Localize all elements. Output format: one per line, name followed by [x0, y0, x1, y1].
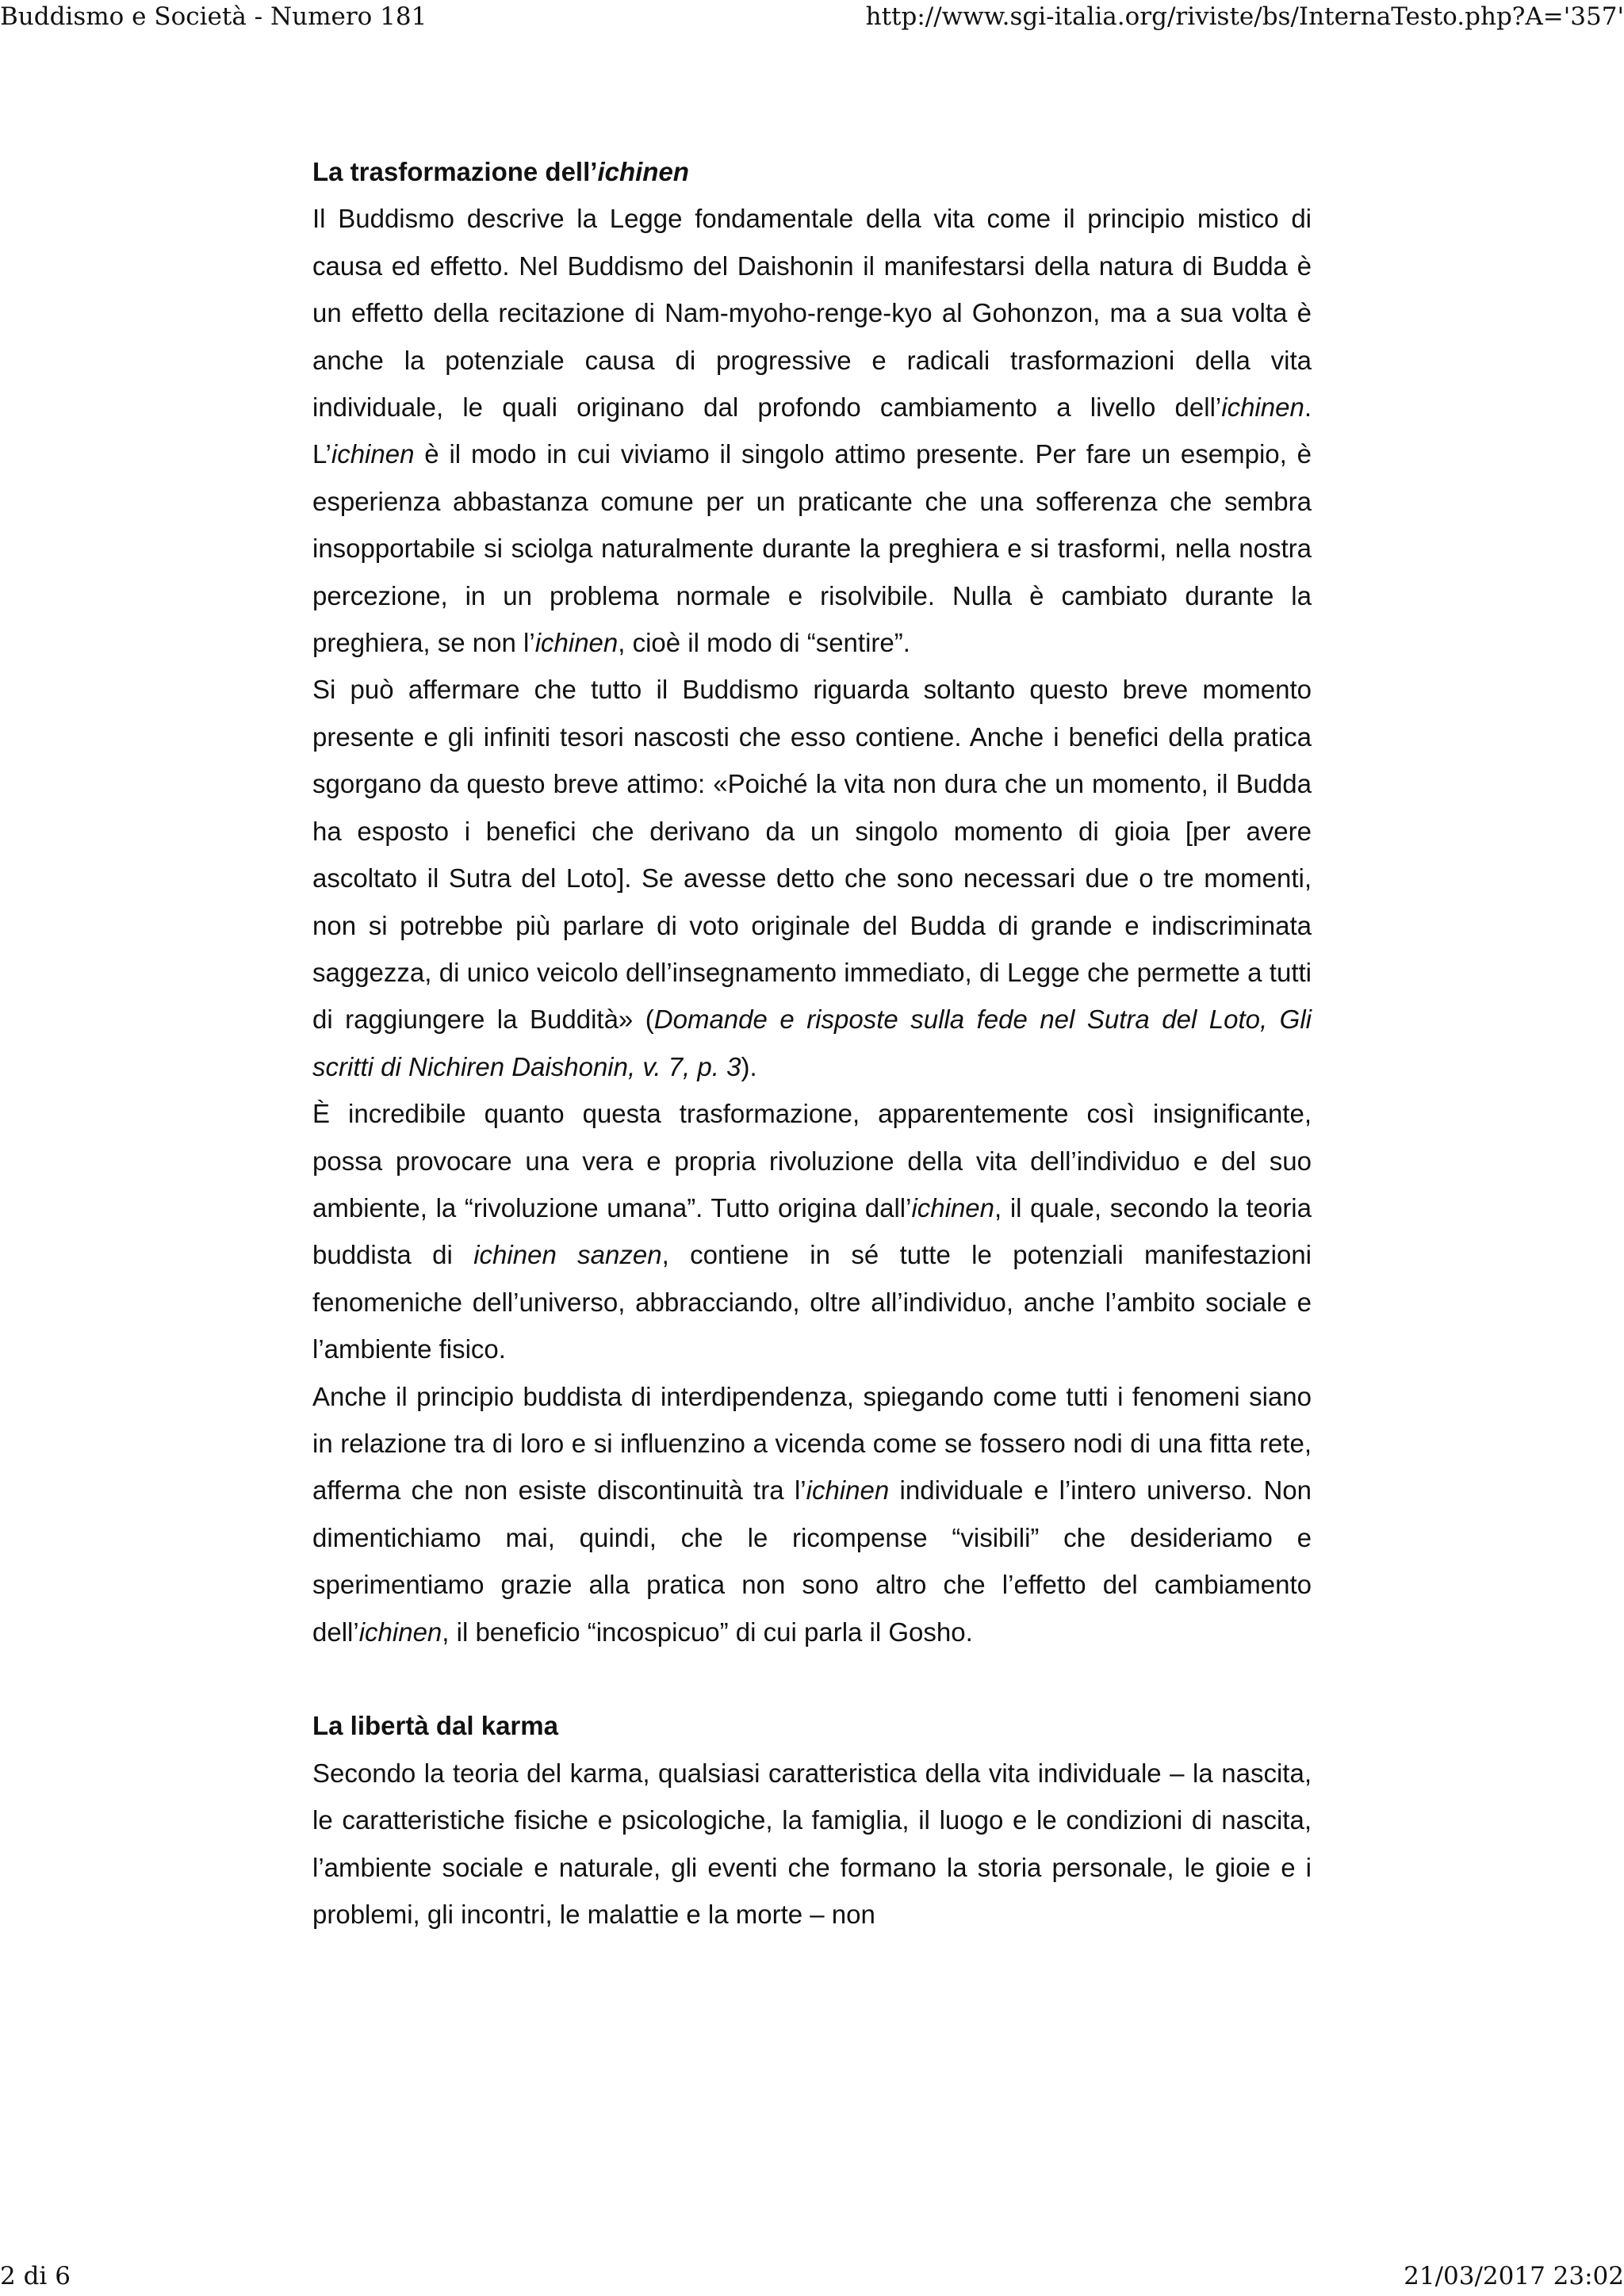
section-heading-ichinen: La trasformazione dell’ichinen	[312, 157, 689, 186]
section-gap	[312, 1655, 1312, 1702]
paragraph-interdependence: Anche il principio buddista di interdipendenza, spiegando come tutti i fenomeni siano in relazione tra di loro e si influenzino a vicenda come se fossero nodi di una fitta rete, afferma che non esiste discontinuità tra l’ichinen individuale e l’intero universo. Non dimentichiamo mai, quindi, che le ricompense “visibili” che desideriamo e sperimentiamo grazie alla pratica non sono altro che l’effetto del cambiamento dell’ichinen, il beneficio “incospicuo” di cui parla il Gosho.	[312, 1381, 1312, 1647]
header-title: Buddismo e Società - Numero 181	[0, 2, 427, 31]
paragraph-karma-theory: Secondo la teoria del karma, qualsiasi caratteristica della vita individuale – la nascita, le caratteristiche fisiche e psicologiche, la famiglia, il luogo e le condizioni di nascita, l’ambiente sociale e naturale, gli eventi che formano la storia personale, le gioie e i problemi, gli incontri, le malattie e la morte – non	[312, 1758, 1312, 1930]
section-heading-karma: La libertà dal karma	[312, 1711, 558, 1741]
italic-term: ichinen sanzen	[473, 1240, 662, 1270]
header-url[interactable]: http://www.sgi-italia.org/riviste/bs/InternaTesto.php?A='357'	[865, 2, 1624, 31]
italic-term: ichinen	[1221, 392, 1304, 423]
italic-term: ichinen	[911, 1192, 995, 1223]
italic-term: ichinen	[806, 1475, 890, 1506]
paragraph-ichinen-intro: Il Buddismo descrive la Legge fondamentale della vita come il principio mistico di causa ed effetto. Nel Buddismo del Daishonin il manifestarsi della natura di Budda è un effetto della recitazione di Nam-myoho-renge-kyo al Gohonzon, ma a sua volta è anche la potenziale causa di progressive e radicali trasformazioni della vita individuale, le quali originano dal profondo cambiamento a livello dell’ichinen. L’ichinen è il modo in cui viviamo il singolo attimo presente. Per fare un esempio, è esperienza abbastanza comune per un praticante che una sofferenza che sembra insopportabile si sciolga naturalmente durante la preghiera e si trasformi, nella nostra percezione, in un problema normale e risolvibile. Nulla è cambiato durante la preghiera, se non l’ichinen, cioè il modo di “sentire”.	[312, 204, 1312, 658]
italic-term: Domande e risposte sulla fede nel Sutra del Loto, Gli scritti di Nichiren Daishonin, v. 7, p. 3	[312, 1004, 1312, 1081]
italic-term: ichinen	[358, 1617, 442, 1647]
italic-term: ichinen	[331, 439, 415, 469]
italic-term: ichinen	[597, 157, 689, 186]
paragraph-present-moment: Si può affermare che tutto il Buddismo riguarda soltanto questo breve momento presente e gli infiniti tesori nascosti che esso contiene. Anche i benefici della pratica sgorgano da questo breve attimo: «Poiché la vita non dura che un momento, il Budda ha esposto i benefici che derivano da un singolo momento di gioia [per avere ascoltato il Sutra del Loto]. Se avesse detto che sono necessari due o tre momenti, non si potrebbe più parlare di voto originale del Budda di grande e indiscriminata saggezza, di unico veicolo dell’insegnamento immediato, di Legge che permette a tutti di raggiungere la Buddità» (Domande e risposte sulla fede nel Sutra del Loto, Gli scritti di Nichiren Daishonin, v. 7, p. 3).	[312, 675, 1312, 1081]
page-number: 2 di 6	[0, 2262, 71, 2290]
italic-term: ichinen	[534, 628, 619, 658]
paragraph-human-revolution: È incredibile quanto questa trasformazione, apparentemente così insignificante, possa provocare una vera e propria rivoluzione della vita dell’individuo e del suo ambiente, la “rivoluzione umana”. Tutto origina dall’ichinen, il quale, secondo la teoria buddista di ichinen sanzen, contiene in sé tutte le potenziali manifestazioni fenomeniche dell’universo, abbracciando, oltre all’individuo, anche l’ambito sociale e l’ambiente fisico.	[312, 1099, 1312, 1364]
article-body	[312, 148, 1312, 1938]
print-timestamp: 21/03/2017 23:02	[1404, 2262, 1624, 2290]
